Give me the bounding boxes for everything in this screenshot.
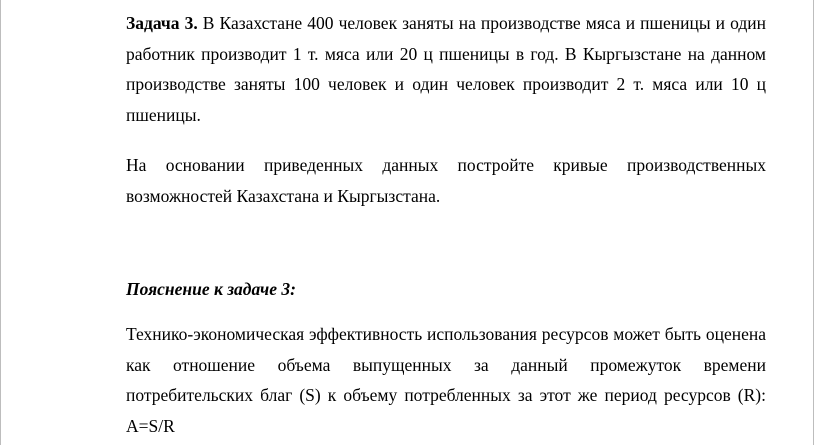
explanation-paragraph: Технико-экономическая эффективность использования ресурсов может быть оценена как отношение объема выпущенных за данный промежуток времени потребительских благ (S) к объему потребленных за этот же период ресурсов (R): A=S/R [126, 324, 766, 436]
task-paragraph [126, 8, 766, 130]
explanation-heading: Пояснение к задаче 3: [126, 279, 296, 299]
instruction-paragraph: На основании приведенных данных постройте кривые производственных возможностей Казахстана и Кыргызстана. [126, 155, 766, 206]
task-label: Задача 3. [126, 13, 198, 33]
task-text: В Казахстане 400 человек заняты на производстве мяса и пшеницы и один работник производит 1 т. мяса или 20 ц пшеницы в год. В Кыргызстане на данном производстве заняты 100 человек и один человек производит 2 т. мяса или 10 ц пшеницы. [126, 13, 766, 125]
